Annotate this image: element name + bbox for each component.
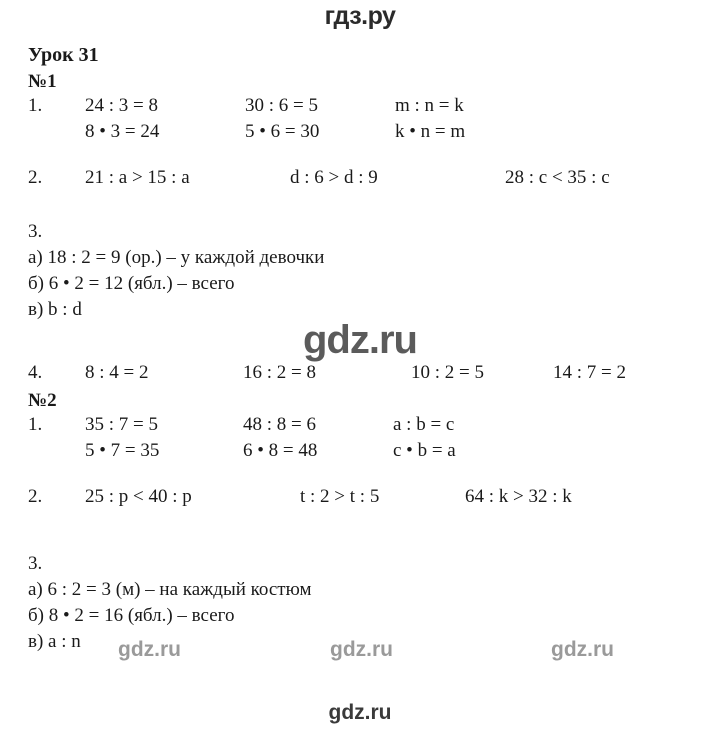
expression: 14 : 7 = 2 [553, 362, 626, 383]
expression: 8 : 4 = 2 [85, 362, 149, 383]
expression: k • n = m [395, 121, 466, 142]
expression: 24 : 3 = 8 [85, 95, 158, 116]
inequality: 21 : a > 15 : a [85, 167, 190, 188]
expression: 8 • 3 = 24 [85, 121, 160, 142]
spacer [28, 147, 692, 167]
expression: 5 • 7 = 35 [85, 440, 160, 461]
task-heading-2: №2 [28, 390, 57, 411]
expression: 16 : 2 = 8 [243, 362, 316, 383]
spacer [28, 466, 692, 486]
expression: 10 : 2 = 5 [411, 362, 484, 383]
task2-ex3-line-b: б) 8 • 2 = 16 (ябл.) – всего [28, 605, 235, 626]
expression: a : b = c [393, 414, 455, 435]
task2-ex1-line1 [28, 414, 692, 440]
watermark-small: gdz.ru [551, 638, 614, 661]
expression: 48 : 8 = 6 [243, 414, 316, 435]
inequality: 25 : p < 40 : p [85, 486, 192, 507]
task1-ex3-index: 3. [28, 221, 43, 242]
expression: 35 : 7 = 5 [85, 414, 158, 435]
exercise-index: 2. [28, 167, 43, 188]
inequality: 28 : c < 35 : c [505, 167, 610, 188]
expression: m : n = k [395, 95, 464, 116]
inequality: t : 2 > t : 5 [300, 486, 380, 507]
spacer [28, 193, 692, 219]
exercise-index: 1. [28, 414, 43, 435]
task1-ex3-line-b: б) 6 • 2 = 12 (ябл.) – всего [28, 273, 235, 294]
task1-ex4 [28, 362, 692, 388]
task1-ex3-line-a: а) 18 : 2 = 9 (ор.) – у каждой девочки [28, 247, 325, 268]
page-title: Урок 31 [28, 44, 99, 66]
task1-ex1-line1 [28, 95, 692, 121]
site-logo-top: гдз.ру [324, 2, 396, 30]
task2-ex3-line-a: а) 6 : 2 = 3 (м) – на каждый костюм [28, 579, 312, 600]
task1-ex3-line-c: в) b : d [28, 299, 82, 320]
exercise-index: 1. [28, 95, 43, 116]
expression: c • b = a [393, 440, 456, 461]
task2-ex1-line2 [28, 440, 692, 466]
task-heading-1: №1 [28, 71, 57, 92]
spacer [28, 512, 692, 538]
expression: 30 : 6 = 5 [245, 95, 318, 116]
spacer [28, 538, 692, 551]
watermark-small: gdz.ru [118, 638, 181, 661]
watermark-center: gdz.ru [303, 318, 417, 362]
watermark-small: gdz.ru [330, 638, 393, 661]
exercise-index: 4. [28, 362, 43, 383]
task1-ex1-line2 [28, 121, 692, 147]
task2-ex3-index: 3. [28, 553, 43, 574]
inequality: d : 6 > d : 9 [290, 167, 378, 188]
exercise-index: 2. [28, 486, 43, 507]
expression: 6 • 8 = 48 [243, 440, 318, 461]
task1-ex2 [28, 167, 692, 193]
expression: 5 • 6 = 30 [245, 121, 320, 142]
task2-ex2 [28, 486, 692, 512]
site-logo-bottom: gdz.ru [328, 701, 392, 724]
inequality: 64 : k > 32 : k [465, 486, 572, 507]
task2-ex3-line-c: в) a : n [28, 631, 81, 652]
